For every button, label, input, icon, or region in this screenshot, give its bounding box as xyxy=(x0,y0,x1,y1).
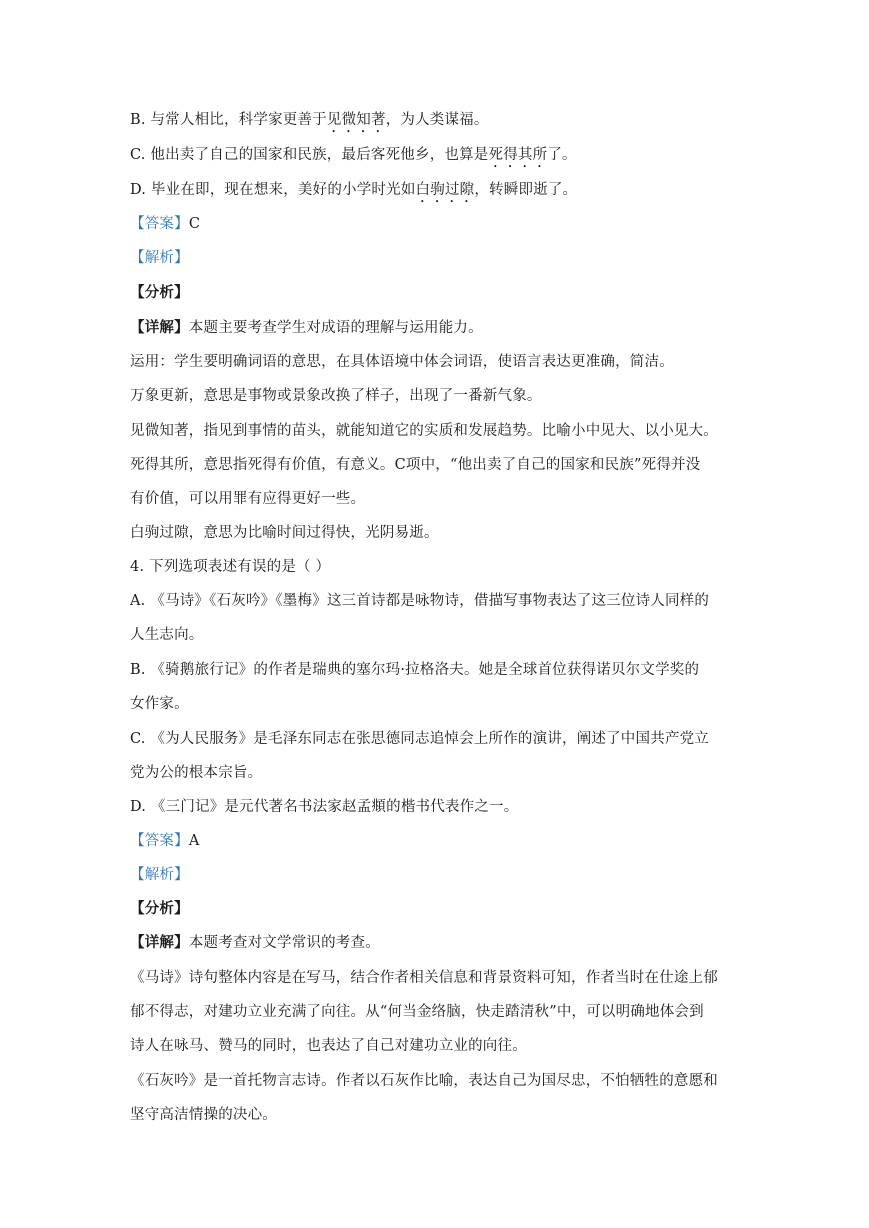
option-text: B. 与常人相比，科学家更善于 xyxy=(130,112,327,128)
answer-value: C xyxy=(188,216,201,232)
option-text: ，为人类谋福。 xyxy=(385,112,489,128)
q4-detail xyxy=(130,933,740,953)
idiom-emphasis: 见微知著 xyxy=(326,112,386,128)
option-text: C. 他出卖了自己的国家和民族，最后客死他乡，也算是 xyxy=(130,147,489,163)
q3-analysis xyxy=(130,248,740,268)
q4-analysis xyxy=(130,865,740,885)
q4-option-b: B. 《骑鹅旅行记》的作者是瑞典的塞尔玛·拉格洛夫。她是全球首位获得诺贝尔文学奖的 xyxy=(130,662,700,678)
q4-option-d: D. 《三门记》是元代著名书法家赵孟頫的楷书代表作之一。 xyxy=(130,799,519,815)
q4-answer xyxy=(130,831,740,851)
option-text: 了。 xyxy=(547,147,577,163)
paragraph: 郁不得志，对建功立业充满了向往。从“何当金络脑，快走踏清秋”中，可以明确地体会到 xyxy=(130,1004,704,1020)
paragraph: 《马诗》诗句整体内容是在写马，结合作者相关信息和背景资料可知，作者当时在仕途上郁 xyxy=(130,970,718,986)
q4-option-a: A. 《马诗》《石灰吟》《墨梅》这三首诗都是咏物诗，借描写事物表达了这三位诗人同样的 xyxy=(130,593,710,609)
paragraph: 运用：学生要明确词语的意思，在具体语境中体会词语，使语言表达更准确，简洁。 xyxy=(130,354,674,370)
fenxi-tag: 【分析】 xyxy=(130,900,189,917)
detail-text: 本题考查对文学常识的考查。 xyxy=(188,935,380,951)
q4-option-c: C. 《为人民服务》是毛泽东同志在张思德同志追悼会上所作的演讲，阐述了中国共产党立 xyxy=(130,731,709,747)
answer-tag: 【答案】 xyxy=(130,216,189,232)
analysis-tag: 【解析】 xyxy=(130,250,189,266)
q3-option-c xyxy=(130,145,740,171)
detail-text: 本题主要考查学生对成语的理解与运用能力。 xyxy=(188,320,483,336)
q4-option-a: 人生志向。 xyxy=(130,627,204,643)
q4-option-b: 女作家。 xyxy=(130,696,189,712)
analysis-tag: 【解析】 xyxy=(130,867,189,883)
q3-detail xyxy=(130,318,740,338)
q4-option-c: 党为公的根本宗旨。 xyxy=(130,765,263,781)
q3-option-b xyxy=(130,110,740,136)
paragraph: 见微知著，指见到事情的苗头，就能知道它的实质和发展趋势。比喻小中见大、以小见大。 xyxy=(130,423,718,439)
option-text: ，转瞬即逝了。 xyxy=(474,182,578,198)
paragraph: 白驹过隙，意思为比喻时间过得快，光阴易逝。 xyxy=(130,525,439,541)
answer-tag: 【答案】 xyxy=(130,833,189,849)
paragraph: 《石灰吟》是一首托物言志诗。作者以石灰作比喻，表达自己为国尽忠，不怕牺牲的意愿和 xyxy=(130,1073,718,1089)
q3-option-d xyxy=(130,180,740,206)
q4-fenxi xyxy=(130,899,740,919)
idiom-emphasis: 死得其所 xyxy=(488,147,548,163)
paragraph: 死得其所，意思指死得有价值，有意义。C项中，“他出卖了自己的国家和民族”死得并没 xyxy=(130,457,701,473)
detail-tag: 【详解】 xyxy=(130,934,189,951)
paragraph: 有价值，可以用罪有应得更好一些。 xyxy=(130,491,366,507)
answer-value: A xyxy=(188,833,200,849)
q3-fenxi xyxy=(130,283,740,303)
fenxi-tag: 【分析】 xyxy=(130,284,189,301)
paragraph: 坚守高洁情操的决心。 xyxy=(130,1107,277,1123)
paragraph: 万象更新，意思是事物或景象改换了样子，出现了一番新气象。 xyxy=(130,388,542,404)
detail-tag: 【详解】 xyxy=(130,319,189,336)
option-text: D. 毕业在即，现在想来，美好的小学时光如 xyxy=(130,182,416,198)
idiom-emphasis: 白驹过隙 xyxy=(415,182,475,198)
paragraph: 诗人在咏马、赞马的同时，也表达了自己对建功立业的向往。 xyxy=(130,1038,527,1054)
q4-stem: 4. 下列选项表述有误的是（ ） xyxy=(130,559,331,575)
q3-answer xyxy=(130,214,740,234)
